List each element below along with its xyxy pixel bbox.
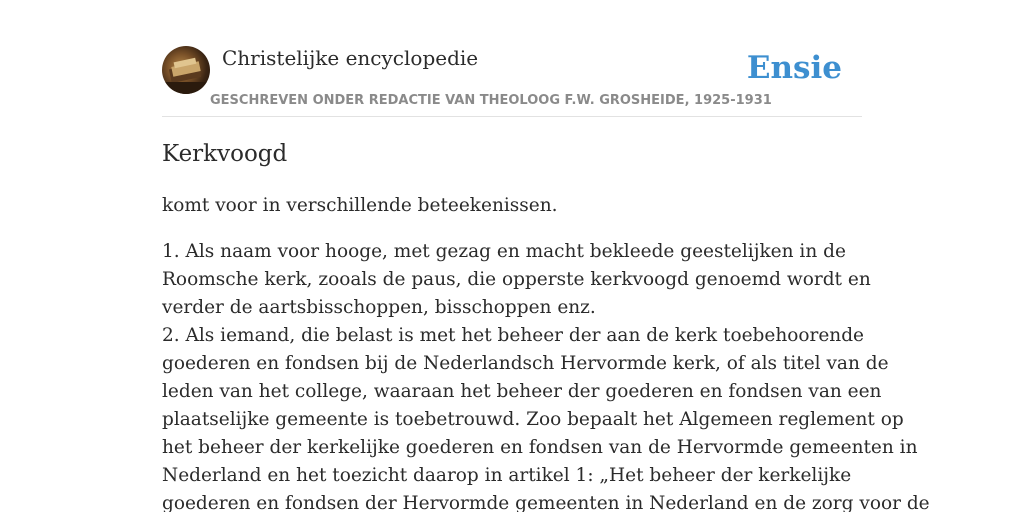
article-line: goederen en fondsen bij de Nederlandsch Hervormde kerk, of als titel van de	[162, 353, 889, 374]
site-subtitle: GESCHREVEN ONDER REDACTIE VAN THEOLOOG F.W. GROSHEIDE, 1925-1931	[210, 93, 772, 108]
site-header	[162, 46, 862, 117]
article-line: plaatselijke gemeente is toebetrouwd. Zoo bepaalt het Algemeen reglement op	[162, 409, 904, 430]
article-line: goederen en fondsen der Hervormde gemeenten in Nederland en de zorg voor de	[162, 493, 930, 512]
article-title: Kerkvoogd	[162, 141, 288, 167]
site-title[interactable]: Christelijke encyclopedie	[222, 46, 479, 70]
article-line: het beheer der kerkelijke goederen en fondsen van de Hervormde gemeenten in	[162, 437, 918, 458]
article-line: verder de aartsbisschoppen, bisschoppen enz.	[162, 297, 596, 318]
article-body	[162, 238, 930, 512]
brand-logo[interactable]: Ensie	[746, 50, 842, 86]
article-line: Nederland en het toezicht daarop in artikel 1: „Het beheer der kerkelijke	[162, 465, 852, 486]
article-line: Roomsche kerk, zooals de paus, die opperste kerkvoogd genoemd wordt en	[162, 269, 871, 290]
article-line: 2. Als iemand, die belast is met het beheer der aan de kerk toebehoorende	[162, 325, 865, 346]
article-line: 1. Als naam voor hooge, met gezag en macht bekleede geestelijken in de	[162, 241, 846, 262]
book-photo-icon[interactable]	[162, 46, 210, 94]
article-line: leden van het college, waaraan het beheer der goederen en fondsen van een	[162, 381, 882, 402]
article	[162, 138, 930, 512]
article-lead: komt voor in verschillende beteekenissen.	[162, 195, 558, 216]
